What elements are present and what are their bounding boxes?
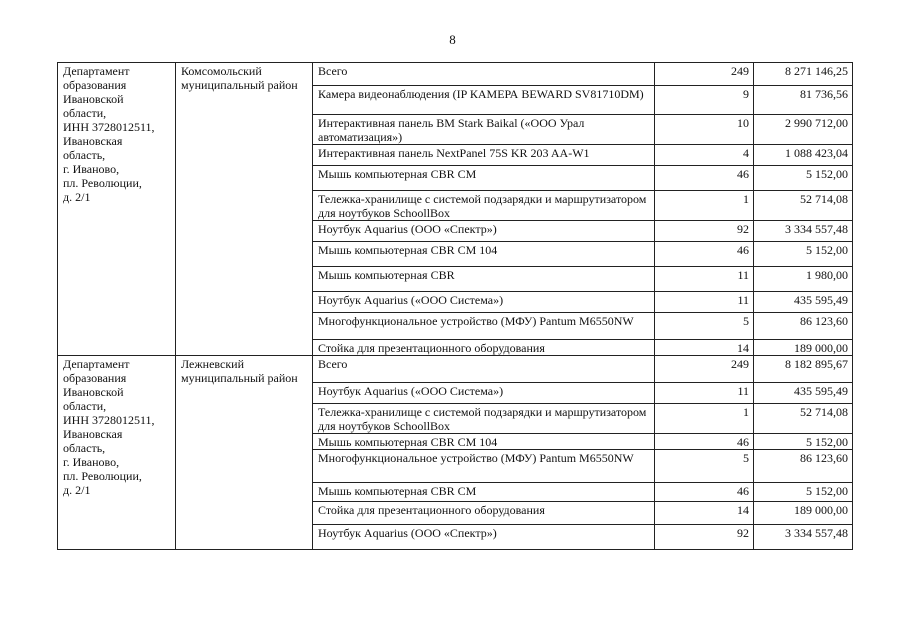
quantity-cell: 9 — [655, 86, 754, 115]
item-name-cell: Ноутбук Aquarius (ООО «Спектр») — [313, 221, 655, 242]
quantity-cell: 1 — [655, 404, 754, 434]
organization-cell: Департамент образования Ивановской области, ИНН 3728012511, Ивановская область, г. Иваново, пл. Революции, д. 2/1 — [58, 63, 176, 356]
item-name-cell: Мышь компьютерная CBR CM — [313, 483, 655, 502]
quantity-cell: 10 — [655, 115, 754, 145]
item-name-cell: Тележка-хранилище с системой подзарядки и маршрутизатором для ноутбуков SchoollBox — [313, 191, 655, 221]
item-name-cell: Многофункциональное устройство (МФУ) Pantum M6550NW — [313, 313, 655, 340]
item-name-cell: Мышь компьютерная CBR — [313, 267, 655, 292]
table-row — [58, 63, 853, 86]
amount-cell: 5 152,00 — [754, 242, 853, 267]
item-name-cell: Ноутбук Aquarius (ООО «Спектр») — [313, 525, 655, 550]
quantity-cell: 46 — [655, 166, 754, 191]
quantity-cell: 46 — [655, 242, 754, 267]
item-name-cell: Мышь компьютерная CBR CM 104 — [313, 434, 655, 450]
table-row — [58, 356, 853, 383]
quantity-cell: 249 — [655, 63, 754, 86]
item-name-cell: Всего — [313, 63, 655, 86]
equipment-table — [57, 62, 853, 550]
item-name-cell: Многофункциональное устройство (МФУ) Pantum M6550NW — [313, 450, 655, 483]
organization-cell: Департамент образования Ивановской области, ИНН 3728012511, Ивановская область, г. Иваново, пл. Революции, д. 2/1 — [58, 356, 176, 550]
amount-cell: 5 152,00 — [754, 483, 853, 502]
amount-cell: 189 000,00 — [754, 340, 853, 356]
quantity-cell: 11 — [655, 383, 754, 404]
quantity-cell: 11 — [655, 292, 754, 313]
page-number: 8 — [449, 32, 456, 47]
quantity-cell: 92 — [655, 221, 754, 242]
item-name-cell: Ноутбук Aquarius («ООО Система») — [313, 292, 655, 313]
item-name-cell: Стойка для презентационного оборудования — [313, 502, 655, 525]
amount-cell: 81 736,56 — [754, 86, 853, 115]
quantity-cell: 1 — [655, 191, 754, 221]
amount-cell: 52 714,08 — [754, 191, 853, 221]
amount-cell: 86 123,60 — [754, 450, 853, 483]
amount-cell: 1 088 423,04 — [754, 145, 853, 166]
item-name-cell: Камера видеонаблюдения (IP КАМЕРА BEWARD SV81710DM) — [313, 86, 655, 115]
amount-cell: 1 980,00 — [754, 267, 853, 292]
amount-cell: 189 000,00 — [754, 502, 853, 525]
item-name-cell: Тележка-хранилище с системой подзарядки и маршрутизатором для ноутбуков SchoollBox — [313, 404, 655, 434]
quantity-cell: 5 — [655, 313, 754, 340]
item-name-cell: Мышь компьютерная CBR CM — [313, 166, 655, 191]
amount-cell: 435 595,49 — [754, 383, 853, 404]
item-name-cell: Всего — [313, 356, 655, 383]
quantity-cell: 11 — [655, 267, 754, 292]
quantity-cell: 46 — [655, 483, 754, 502]
quantity-cell: 4 — [655, 145, 754, 166]
quantity-cell: 14 — [655, 340, 754, 356]
amount-cell: 5 152,00 — [754, 434, 853, 450]
amount-cell: 2 990 712,00 — [754, 115, 853, 145]
amount-cell: 5 152,00 — [754, 166, 853, 191]
item-name-cell: Ноутбук Aquarius («ООО Система») — [313, 383, 655, 404]
quantity-cell: 14 — [655, 502, 754, 525]
quantity-cell: 249 — [655, 356, 754, 383]
amount-cell: 52 714,08 — [754, 404, 853, 434]
quantity-cell: 92 — [655, 525, 754, 550]
amount-cell: 3 334 557,48 — [754, 525, 853, 550]
quantity-cell: 5 — [655, 450, 754, 483]
amount-cell: 86 123,60 — [754, 313, 853, 340]
item-name-cell: Стойка для презентационного оборудования — [313, 340, 655, 356]
item-name-cell: Мышь компьютерная CBR CM 104 — [313, 242, 655, 267]
amount-cell: 3 334 557,48 — [754, 221, 853, 242]
amount-cell: 435 595,49 — [754, 292, 853, 313]
district-cell: Лежневский муниципальный район — [176, 356, 313, 550]
quantity-cell: 46 — [655, 434, 754, 450]
district-cell: Комсомольский муниципальный район — [176, 63, 313, 356]
item-name-cell: Интерактивная панель NextPanel 75S KR 203 AA-W1 — [313, 145, 655, 166]
amount-cell: 8 271 146,25 — [754, 63, 853, 86]
amount-cell: 8 182 895,67 — [754, 356, 853, 383]
item-name-cell: Интерактивная панель BM Stark Baikal («ООО Урал автоматизация») — [313, 115, 655, 145]
